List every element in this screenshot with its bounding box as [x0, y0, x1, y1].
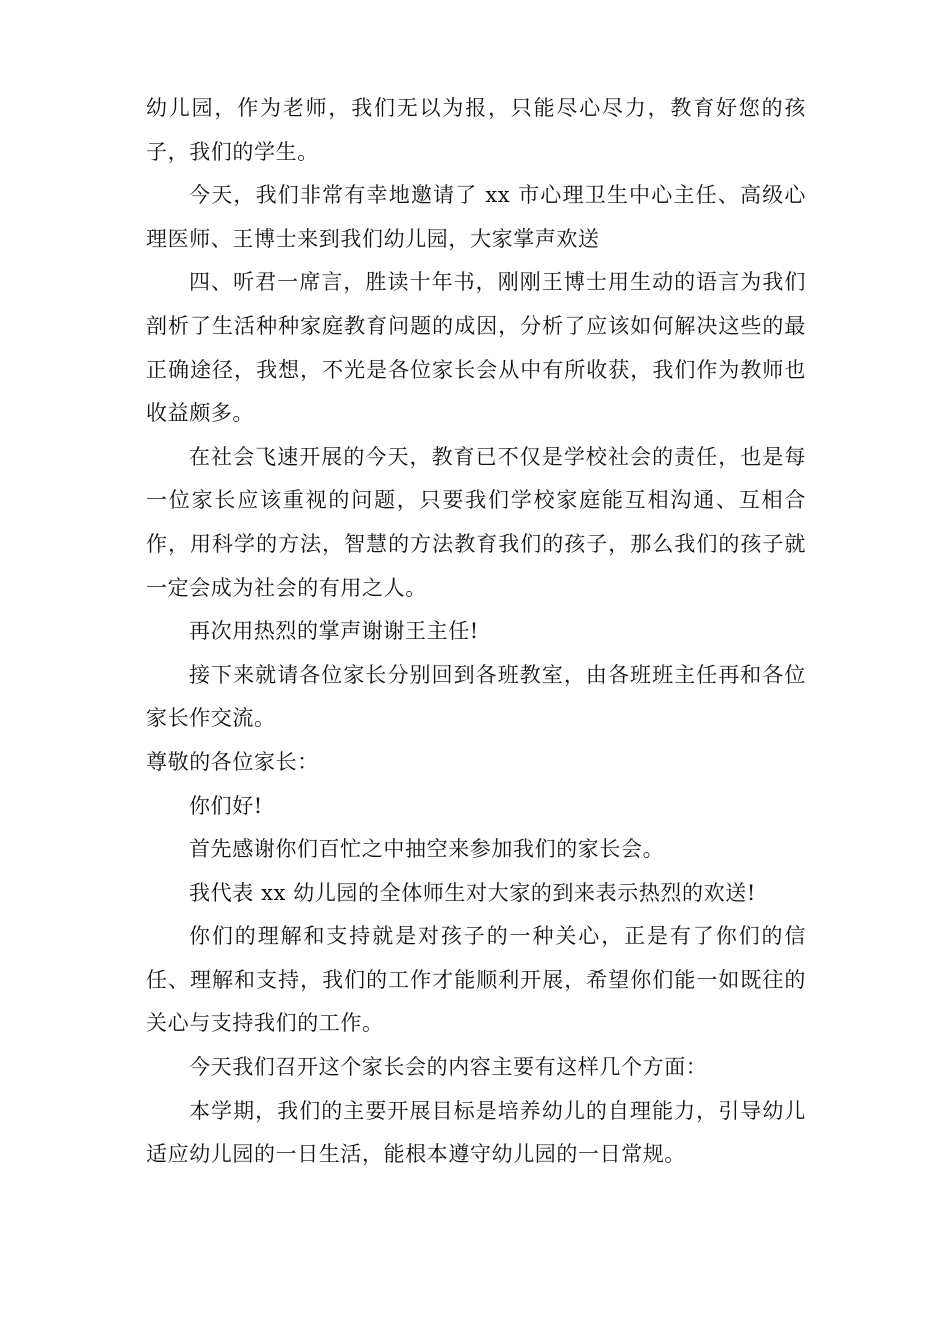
salutation: 尊敬的各位家长：	[146, 749, 319, 774]
paragraph-agenda: 今天我们召开这个家长会的内容主要有这样几个方面：	[189, 1055, 708, 1080]
paragraph-next-steps: 接下来就请各位家长分别回到各班教室，由各班班主任再和各位家长作交流。	[146, 662, 806, 731]
paragraph-thanks: 首先感谢你们百忙之中抽空来参加我们的家长会。	[189, 837, 665, 862]
paragraph-invitation: 今天，我们非常有幸地邀请了 xx 市心理卫生中心主任、高级心理医师、王博士来到我们幼儿园，大家掌声欢送	[146, 183, 806, 251]
paragraph-welcome: 我代表 xx 幼儿园的全体师生对大家的到来表示热烈的欢送!	[189, 880, 756, 905]
paragraph-continuation: 幼儿园，作为老师，我们无以为报，只能尽心尽力，教育好您的孩子，我们的学生。	[146, 96, 806, 164]
paragraph-society: 在社会飞速开展的今天，教育已不仅是学校社会的责任，也是每一位家长应该重视的问题，只要我们学校家庭能互相沟通、互相合作，用科学的方法，智慧的方法教育我们的孩子，那么我们的孩子就一定会成为社会的有用之人。	[146, 444, 806, 600]
paragraph-greeting: 你们好!	[189, 793, 263, 818]
paragraph-section-four: 四、听君一席言，胜读十年书，刚刚王博士用生动的语言为我们剖析了生活种种家庭教育问题的成因，分析了应该如何解决这些的最正确途径，我想，不光是各位家长会从中有所收获，我们作为教师也收益颇多。	[146, 270, 806, 426]
document-body	[146, 87, 806, 1177]
paragraph-goals: 本学期，我们的主要开展目标是培养幼儿的自理能力，引导幼儿适应幼儿园的一日生活，能根本遵守幼儿园的一日常规。	[146, 1098, 806, 1167]
paragraph-applause: 再次用热烈的掌声谢谢王主任!	[189, 619, 479, 644]
paragraph-support: 你们的理解和支持就是对孩子的一种关心，正是有了你们的信任、理解和支持，我们的工作才能顺利开展，希望你们能一如既往的关心与支持我们的工作。	[146, 924, 806, 1036]
